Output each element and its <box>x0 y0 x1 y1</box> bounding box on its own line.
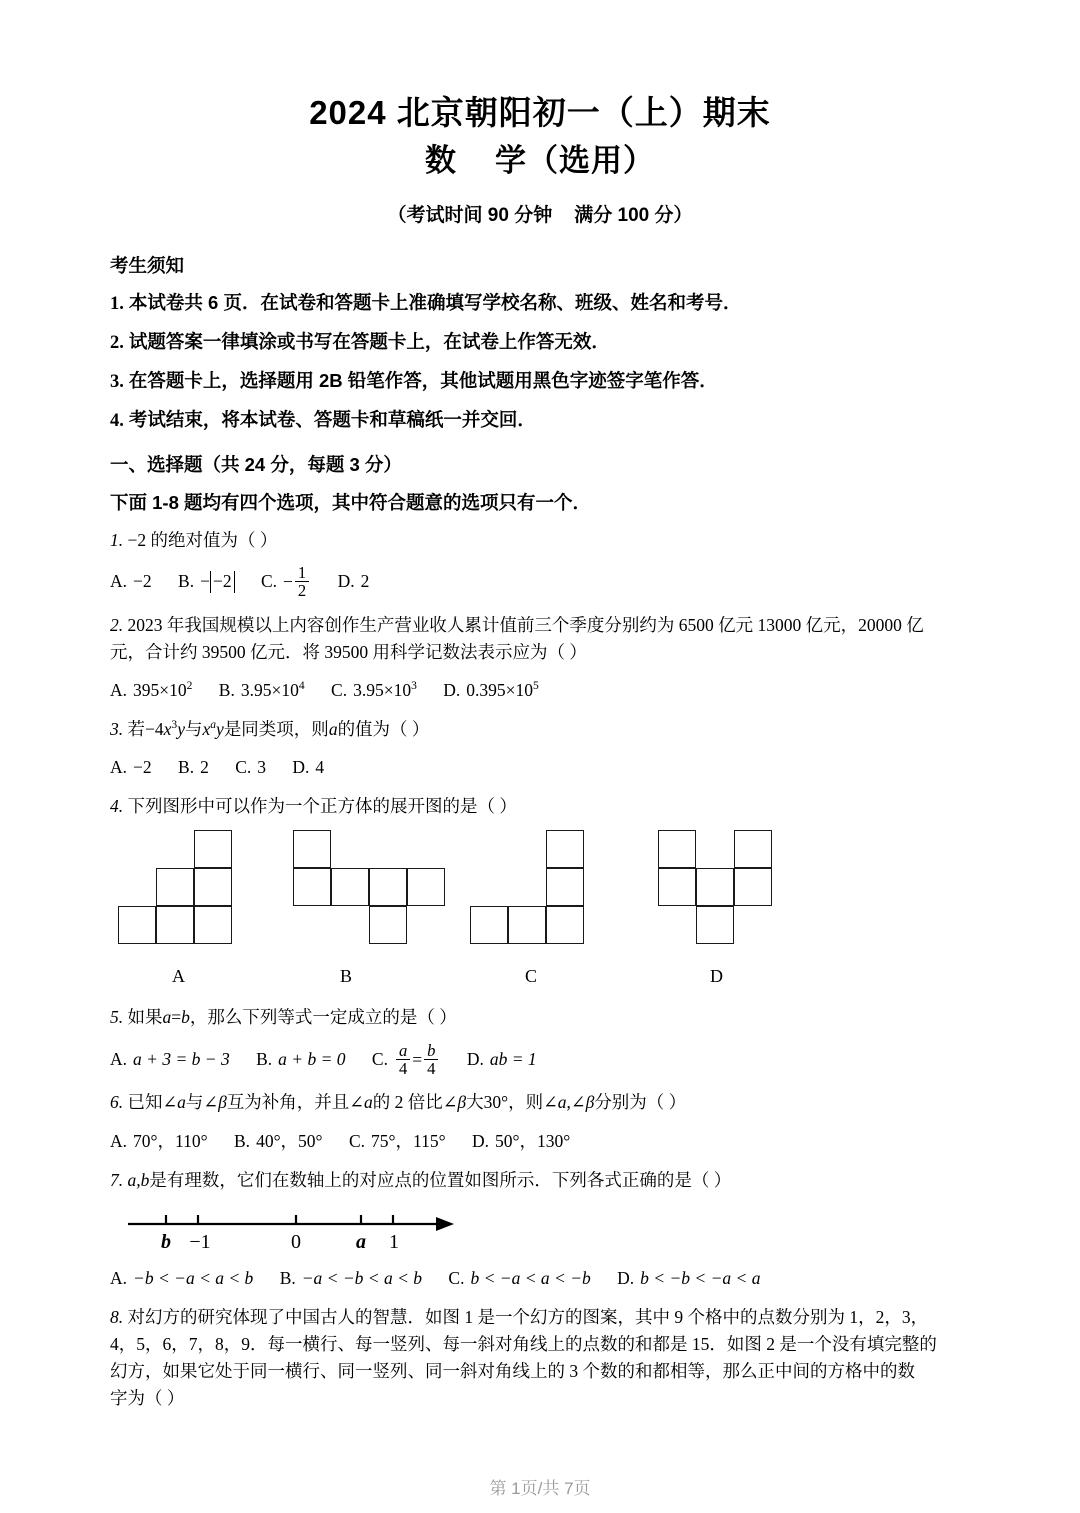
option-c-equals: = <box>412 1048 423 1069</box>
net-b-cell <box>369 906 407 944</box>
notice-item-2 <box>110 330 976 356</box>
number-line-figure <box>110 1204 976 1260</box>
question-6 <box>110 1089 976 1116</box>
option-d-label: D. <box>337 571 355 592</box>
fraction-numerator: b <box>427 1040 436 1060</box>
question-3-option-b[interactable] <box>178 753 209 781</box>
question-3-option-d[interactable] <box>292 753 324 781</box>
net-a-cell <box>194 868 232 906</box>
notice-item-1 <box>110 291 976 317</box>
question-5-option-c[interactable] <box>372 1042 441 1078</box>
option-c-mantissa: 3.95 <box>353 680 384 701</box>
question-3-option-c[interactable] <box>235 753 266 781</box>
option-c-exponent: 3 <box>411 680 417 693</box>
question-6-beta-2: β <box>457 1092 467 1113</box>
question-6-option-a[interactable] <box>110 1127 208 1155</box>
question-3-options <box>110 753 976 781</box>
number-line-label-neg1: −1 <box>189 1230 211 1253</box>
question-1-option-a[interactable] <box>110 567 152 595</box>
question-6-stem-part6: 分别为（ ） <box>594 1092 687 1113</box>
option-a-label: A. <box>110 1130 128 1151</box>
question-6-alpha-1: a <box>177 1092 186 1113</box>
net-d-cell <box>658 868 696 906</box>
question-6-option-c[interactable] <box>349 1127 446 1155</box>
question-6-stem-part1: 已知∠ <box>127 1092 178 1113</box>
option-b-label: B. <box>218 680 235 701</box>
question-3-stem-part3: 是同类项，则 <box>223 719 329 740</box>
option-b-prefix: − <box>200 571 210 592</box>
question-6-beta-1: β <box>218 1092 227 1113</box>
absolute-value-bars: −2 <box>210 571 235 593</box>
fraction-denominator: 4 <box>396 1059 410 1077</box>
option-d-expression: b < −b < −a < a <box>640 1267 761 1288</box>
option-c-times: ×10 <box>383 680 412 701</box>
question-5-stem-part1: 如果 <box>127 1007 163 1028</box>
question-8-number: 8. <box>110 1306 124 1327</box>
question-5-option-b[interactable] <box>256 1045 345 1073</box>
question-3-exponent2: a <box>210 719 217 732</box>
option-b-label: B. <box>256 1048 273 1069</box>
question-3 <box>110 716 976 743</box>
option-d-label: D. <box>471 1130 489 1151</box>
option-a-label: A. <box>110 1048 128 1069</box>
net-c-cell <box>508 906 546 944</box>
option-a-exponent: 2 <box>186 680 193 693</box>
option-a-label: A. <box>110 757 128 778</box>
question-6-options <box>110 1127 976 1155</box>
notice-item-4 <box>110 408 976 434</box>
question-6-number: 6. <box>110 1092 124 1113</box>
question-2-stem-line2: 元，合计约 39500 亿元．将 39500 用科学记数法表示应为（ ） <box>110 642 587 663</box>
option-c-label: C. <box>371 1048 388 1069</box>
option-c-value: 75°，115° <box>371 1130 446 1151</box>
net-a-cell <box>156 868 194 906</box>
question-6-option-d[interactable] <box>472 1127 570 1155</box>
exam-info <box>0 181 1080 227</box>
net-a-cell <box>194 830 232 868</box>
question-1-option-d[interactable] <box>338 567 370 595</box>
notice-item-1-number: 1. <box>110 293 124 314</box>
notice-item-3-text: 在答题卡上，选择题用 2B 铅笔作答，其他试题用黑色字迹签字笔作答． <box>128 369 718 391</box>
question-4-stem: 下列图形中可以作为一个正方体的展开图的是（ ） <box>127 796 517 817</box>
option-b-value: 40°，50° <box>256 1130 323 1151</box>
question-2-option-c[interactable] <box>331 676 417 704</box>
number-line-label-zero: 0 <box>291 1230 301 1253</box>
option-a-label: A. <box>110 680 128 701</box>
net-a-cell <box>118 906 156 944</box>
net-d-cell <box>696 906 734 944</box>
question-5-equals: = <box>171 1007 182 1028</box>
question-1-stem: −2 的绝对值为（ ） <box>127 529 278 550</box>
option-b-expression: a + b = 0 <box>278 1048 346 1069</box>
fraction-numerator: a <box>398 1040 408 1060</box>
question-2-number: 2. <box>110 614 124 635</box>
notice-heading: 考生须知 <box>110 254 185 276</box>
question-5-number: 5. <box>110 1007 124 1028</box>
number-line-svg <box>128 1204 468 1256</box>
option-a-times: ×10 <box>159 680 187 701</box>
question-5 <box>110 1004 976 1031</box>
net-b-cell <box>293 868 331 906</box>
fraction <box>295 564 309 600</box>
question-7-option-c[interactable] <box>448 1264 590 1292</box>
question-1-number: 1. <box>110 529 124 550</box>
option-d-value: 2 <box>360 571 370 592</box>
question-8-line3: 幻方，如果它处于同一横行、同一竖列、同一斜对角线上的 3 个数的和都相等，那么正中间的方格中的数 <box>110 1360 915 1381</box>
question-3-x1: x <box>163 719 172 740</box>
question-5-var-a: a <box>162 1007 172 1028</box>
question-7-option-b[interactable] <box>280 1264 422 1292</box>
option-c-value: 3 <box>257 757 267 778</box>
question-7-options <box>110 1264 976 1292</box>
question-3-stem-part1: 若 <box>127 719 145 740</box>
question-5-stem-part2: ，那么下列等式一定成立的是（ ） <box>189 1007 457 1028</box>
question-6-beta-3: β <box>585 1092 595 1113</box>
question-1 <box>110 527 976 554</box>
option-a-value: −2 <box>133 571 152 592</box>
option-b-label: B. <box>178 571 195 592</box>
option-b-label: B. <box>234 1130 251 1151</box>
option-a-label: A. <box>110 1267 128 1288</box>
question-6-stem-part3: 互为补角，并且∠ <box>226 1092 364 1113</box>
question-7-option-d[interactable] <box>617 1264 760 1292</box>
number-line-arrow <box>436 1217 454 1231</box>
cube-net-labels <box>110 966 976 992</box>
question-6-stem-part5: 大30°，则∠ <box>466 1092 558 1113</box>
fraction-right <box>424 1042 438 1078</box>
option-c-label: C. <box>331 680 348 701</box>
page-footer: 第 1页/共 7页 <box>489 1479 591 1498</box>
question-4 <box>110 793 976 820</box>
question-3-number: 3. <box>110 719 124 740</box>
option-d-label: D. <box>466 1048 484 1069</box>
option-a-expression: −b < −a < a < b <box>133 1267 254 1288</box>
question-2-option-a[interactable] <box>110 676 192 704</box>
question-3-coefficient: −4 <box>145 719 164 740</box>
number-line-label-b: b <box>161 1230 171 1253</box>
net-label-c: C <box>525 966 538 987</box>
option-d-value: 4 <box>315 757 325 778</box>
question-8 <box>110 1304 976 1413</box>
question-5-options <box>110 1042 976 1078</box>
question-8-line4: 字为（ ） <box>110 1388 185 1409</box>
net-c-cell <box>546 830 584 868</box>
net-a-cell <box>156 906 194 944</box>
fraction-left <box>396 1042 410 1078</box>
option-c-prefix: − <box>283 571 293 592</box>
option-b-exponent: 4 <box>298 680 305 693</box>
notice-item-1-text: 本试卷共 6 页．在试卷和答题卡上准确填写学校名称、班级、姓名和考号． <box>128 291 742 313</box>
net-b-cell <box>293 830 331 868</box>
question-3-stem-part4: 的值为（ ） <box>337 719 430 740</box>
section-note: 下面 1-8 题均有四个选项，其中符合题意的选项只有一个． <box>110 491 592 513</box>
question-8-line1: 对幻方的研究体现了中国古人的智慧．如图 1 是一个幻方的图案，其中 9 个格中的点数分别为 1，2，3， <box>127 1306 929 1327</box>
question-6-stem-comma: ,∠ <box>566 1092 586 1113</box>
number-line-label-a: a <box>356 1230 366 1253</box>
notice-item-2-text: 试题答案一律填涂或书写在答题卡上，在试卷上作答无效． <box>128 330 610 352</box>
question-2-options <box>110 676 976 704</box>
option-a-expression: a + 3 = b − 3 <box>133 1048 230 1069</box>
option-d-mantissa: 0.395 <box>466 680 506 701</box>
net-d-cell <box>696 868 734 906</box>
notice-item-4-text: 考试结束，将本试卷、答题卡和草稿纸一并交回． <box>128 408 536 430</box>
cube-net-figures <box>110 830 976 966</box>
option-d-exponent: 5 <box>533 680 539 693</box>
net-b-cell <box>407 868 445 906</box>
question-3-y2: y <box>216 719 224 740</box>
option-a-value: −2 <box>133 757 152 778</box>
net-c-cell <box>546 868 584 906</box>
notice-item-2-number: 2. <box>110 332 124 353</box>
question-2-option-b[interactable] <box>219 676 305 704</box>
option-d-label: D. <box>443 680 461 701</box>
question-6-stem-part4: 的 2 倍比∠ <box>372 1092 458 1113</box>
question-2-stem-line1: 2023 年我国规模以上内容创作生产营业收人累计值前三个季度分别约为 6500 亿元 13000 亿元，20000 亿 <box>127 614 924 635</box>
question-7-number: 7. <box>110 1169 124 1190</box>
question-8-line2: 4，5，6，7，8，9．每一横行、每一竖列、每一斜对角线上的点数的和都是 15．如图 2 是一个没有填完整的 <box>110 1333 937 1354</box>
question-5-option-d[interactable] <box>467 1045 537 1073</box>
question-6-alpha-2: a <box>363 1092 373 1113</box>
exam-total-score: 满分 100 分） <box>574 204 693 226</box>
question-7 <box>110 1167 976 1194</box>
option-c-label: C. <box>235 757 252 778</box>
net-d-cell <box>658 830 696 868</box>
question-5-option-a[interactable] <box>110 1045 230 1073</box>
net-label-a: A <box>172 966 185 987</box>
option-d-label: D. <box>617 1267 635 1288</box>
option-d-value: 50°，130° <box>495 1130 571 1151</box>
net-c-cell <box>546 906 584 944</box>
number-line-label-one: 1 <box>389 1230 399 1253</box>
option-b-expression: −a < −b < a < b <box>301 1267 423 1288</box>
question-7-option-a[interactable] <box>110 1264 253 1292</box>
notice-item-4-number: 4. <box>110 410 124 431</box>
question-6-alpha-3: a <box>557 1092 567 1113</box>
fraction-denominator: 2 <box>295 581 309 599</box>
option-c-label: C. <box>448 1267 465 1288</box>
option-d-label: D. <box>292 757 310 778</box>
subject-title-left: 数 <box>425 143 457 179</box>
exam-duration: （考试时间 90 分钟 <box>387 204 553 226</box>
question-5-var-b: b <box>181 1007 190 1028</box>
subject-title-right: 学（选用） <box>495 143 655 179</box>
option-a-value: 70°，110° <box>133 1130 208 1151</box>
question-3-exponent1: 3 <box>171 719 178 732</box>
question-3-option-a[interactable] <box>110 753 152 781</box>
net-c-cell <box>470 906 508 944</box>
question-2-option-d[interactable] <box>443 676 539 704</box>
net-b-cell <box>369 868 407 906</box>
option-a-mantissa: 395 <box>133 680 160 701</box>
notice-item-3 <box>110 369 976 395</box>
question-7-stem: 是有理数，它们在数轴上的对应点的位置如图所示．下列各式正确的是（ ） <box>149 1169 732 1190</box>
net-b-cell <box>331 868 369 906</box>
option-c-label: C. <box>260 571 278 592</box>
option-b-label: B. <box>178 757 195 778</box>
option-d-expression: ab = 1 <box>489 1048 537 1069</box>
fraction-numerator: 1 <box>297 562 307 582</box>
question-3-y1: y <box>177 719 185 740</box>
option-b-label: B. <box>279 1267 296 1288</box>
option-c-expression: b < −a < a < −b <box>470 1267 591 1288</box>
net-label-d: D <box>710 966 723 987</box>
net-d-cell <box>734 868 772 906</box>
option-c-label: C. <box>348 1130 365 1151</box>
question-1-option-b[interactable] <box>178 567 235 595</box>
subject-title <box>0 134 1080 181</box>
net-a-cell <box>194 906 232 944</box>
option-b-value: 2 <box>200 757 209 778</box>
net-d-cell <box>734 830 772 868</box>
question-3-variable: a <box>328 719 338 740</box>
option-b-times: ×10 <box>271 680 299 701</box>
question-2 <box>110 612 976 666</box>
question-1-option-c[interactable] <box>261 564 311 600</box>
notice-item-3-number: 3. <box>110 371 124 392</box>
question-3-x2: x <box>202 719 211 740</box>
option-b-mantissa: 3.95 <box>240 680 272 701</box>
option-d-times: ×10 <box>505 680 533 701</box>
question-6-option-b[interactable] <box>234 1127 323 1155</box>
fraction-denominator: 4 <box>424 1059 438 1077</box>
section-heading: 一、选择题（共 24 分，每题 3 分） <box>110 453 402 475</box>
question-3-stem-part2: 与 <box>184 719 203 740</box>
page-title: 2024 北京朝阳初一（上）期末 <box>309 94 771 131</box>
question-6-stem-part2: 与∠ <box>185 1092 219 1113</box>
question-4-number: 4. <box>110 796 124 817</box>
option-a-label: A. <box>110 571 128 592</box>
net-label-b: B <box>340 966 353 987</box>
question-1-options <box>110 564 976 600</box>
question-7-variables: a,b <box>127 1169 150 1190</box>
